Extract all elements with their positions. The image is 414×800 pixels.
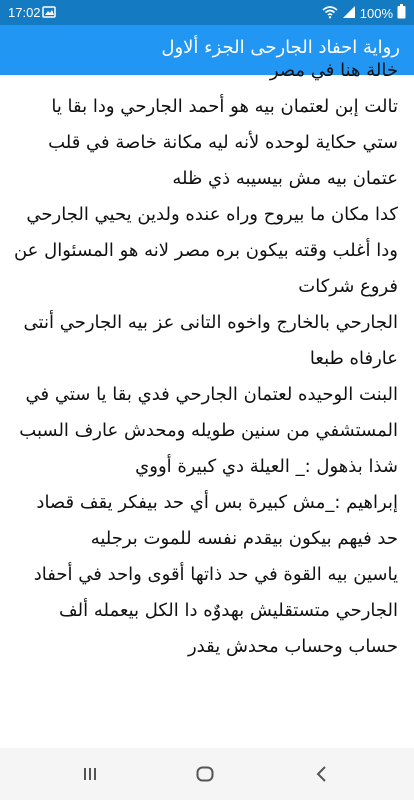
- signal-icon: [342, 5, 356, 22]
- back-icon: [310, 762, 334, 786]
- battery-percent: 100%: [359, 5, 393, 21]
- recents-button[interactable]: [78, 762, 102, 786]
- story-paragraph: خالة هنا في مصر: [269, 60, 398, 81]
- page-title: رواية احفاد الجارحى الجزء ألاول: [161, 37, 400, 58]
- gallery-icon: [42, 5, 56, 22]
- back-button[interactable]: [310, 762, 334, 786]
- story-paragraph: إبراهيم :_مش كبيرة بس أي حد بيفكر يقف قصاد حد فيهم بيكون بيقدم نفسه للموت برجليه: [36, 492, 398, 549]
- status-time: 17:02: [8, 5, 41, 20]
- story-scroll-area[interactable]: [8, 60, 406, 748]
- story-paragraph: كدا مكان ما بيروح وراه عنده ولدين يحيي الجارحي ودا أغلب وقته بيكون بره مصر لانه هو المسئوال عن فروع شركات: [13, 204, 398, 297]
- story-paragraph: ياسين بيه القوة في حد ذاتها أقوى واحد في أحفاد الجارحي متستقليش بهدوٌه دا الكل بيعمله ألف حساب وحساب محدش يقدر: [33, 564, 398, 657]
- story-paragraph: البنت الوحيده لعتمان الجارحي فدي بقا يا ستي في المستشفي من سنين طويله ومحدش عارف السبب: [19, 384, 398, 441]
- wifi-icon: [322, 5, 338, 22]
- status-right-group: [322, 4, 406, 22]
- status-bar: [0, 0, 414, 25]
- home-button[interactable]: [193, 762, 217, 786]
- battery-icon: [397, 4, 406, 22]
- story-text: [8, 53, 406, 665]
- story-paragraph: الجارحي بالخارج واخوه التانى عز بيه الجارحي أنتى عارفاه طبعا: [23, 312, 398, 369]
- home-icon: [193, 762, 217, 786]
- recents-icon: [78, 762, 102, 786]
- story-paragraph: تالت إبن لعتمان بيه هو أحمد الجارحي ودا بقا يا ستي حكاية لوحده لأنه ليه مكانة خاصة في قلب عتمان بيه مش بيسيبه ذي ظله: [48, 96, 398, 189]
- navigation-bar: [0, 748, 414, 800]
- story-paragraph: شذا بذهول :_ العيلة دي كبيرة أووي: [135, 456, 398, 477]
